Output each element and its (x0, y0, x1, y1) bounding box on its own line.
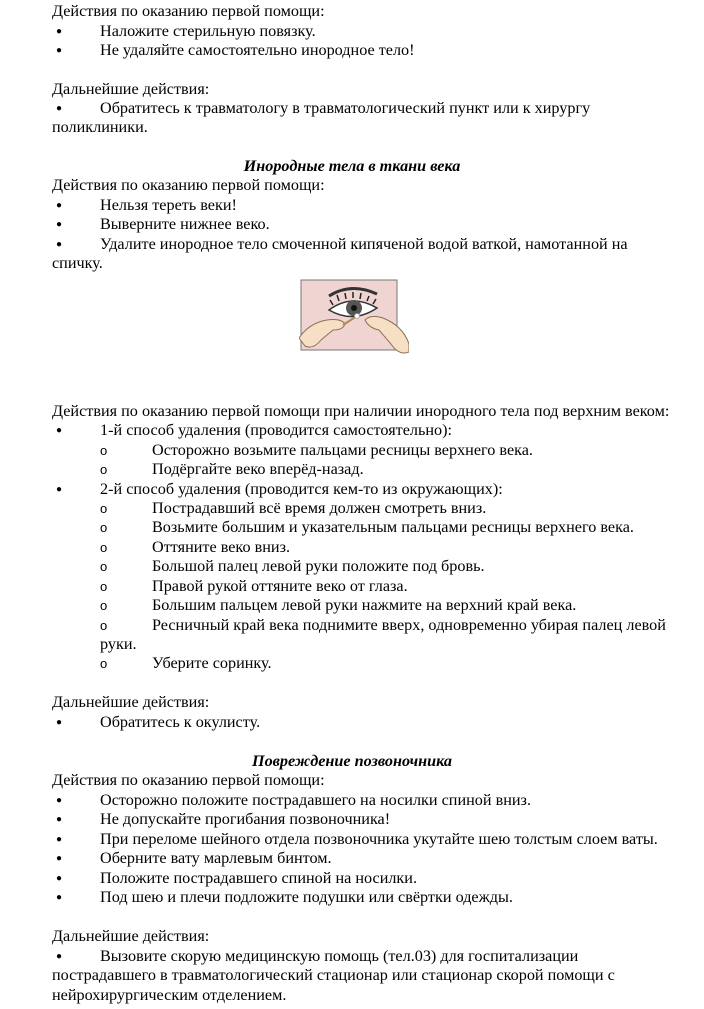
list-item: Обратитесь к травматологу в травматологический пункт или к хирургу (100, 99, 591, 117)
sub-bullet-icon: o (100, 520, 108, 535)
list-item: 1-й способ удаления (проводится самостоятельно): (100, 421, 453, 439)
sub-list-item: Уберите соринку. (152, 654, 272, 672)
sub-bullet-icon: o (100, 462, 108, 477)
list-item: 2-й способ удаления (проводится кем-то из окружающих): (100, 480, 503, 498)
sub-bullet-icon: o (100, 540, 108, 555)
list-item: Вызовите скорую медицинскую помощь (тел.03) для госпитализации (100, 947, 579, 965)
sub-list-item: Большим пальцем левой руки нажмите на верхний край века. (152, 596, 577, 614)
sub-bullet-icon: o (100, 559, 108, 574)
sub-list-item: Ресничный край века поднимите вверх, одновременно убирая палец левой (152, 616, 666, 634)
sub-bullet-icon: o (100, 443, 108, 458)
sec4-next-title: Дальнейшие действия: (52, 927, 210, 945)
list-item: Обратитесь к окулисту. (100, 713, 261, 731)
bullet-icon: ● (56, 239, 63, 250)
list-item: Наложите стерильную повязку. (100, 22, 316, 40)
bullet-icon: ● (56, 853, 63, 864)
bullet-icon: ● (56, 200, 63, 211)
list-item: Выверните нижнее веко. (100, 215, 270, 233)
bullet-icon: ● (56, 814, 63, 825)
eye-eyelid-removal-illustration (299, 278, 409, 376)
list-item-continuation: поликлиники. (52, 118, 148, 136)
sec3-intro: Действия по оказанию первой помощи при наличии инородного тела под верхним веком: (52, 402, 670, 420)
list-item-continuation: нейрохирургическим отделением. (52, 986, 287, 1004)
sec1-next-title: Дальнейшие действия: (52, 80, 210, 98)
sec1-intro: Действия по оказанию первой помощи: (52, 2, 325, 20)
list-item: Осторожно положите пострадавшего на носилки спиной вниз. (100, 791, 531, 809)
bullet-icon: ● (56, 45, 63, 56)
list-item: Не удаляйте самостоятельно инородное тело! (100, 41, 415, 59)
sub-list-item: Подёргайте веко вперёд-назад. (152, 460, 364, 478)
bullet-icon: ● (56, 26, 63, 37)
bullet-icon: ● (56, 795, 63, 806)
sub-list-item: Осторожно возьмите пальцами ресницы верхнего века. (152, 441, 533, 459)
sec3-next-title: Дальнейшие действия: (52, 693, 210, 711)
bullet-icon: ● (56, 951, 63, 962)
bullet-icon: ● (56, 219, 63, 230)
cotton-tip-icon (355, 314, 360, 319)
bullet-icon: ● (56, 873, 63, 884)
sub-bullet-icon: o (100, 656, 108, 671)
list-item: Под шею и плечи подложите подушки или свёртки одежды. (100, 888, 513, 906)
sub-bullet-icon: o (100, 598, 108, 613)
pupil-icon (351, 305, 357, 311)
sub-bullet-icon: o (100, 579, 108, 594)
sec2-intro: Действия по оказанию первой помощи: (52, 176, 325, 194)
sub-bullet-icon: o (100, 618, 108, 633)
list-item: Положите пострадавшего спиной на носилки. (100, 869, 418, 887)
sub-bullet-icon: o (100, 501, 108, 516)
section-heading: Инородные тела в ткани века (243, 157, 461, 175)
sub-list-item: Возьмите большим и указательным пальцами ресницы верхнего века. (152, 518, 634, 536)
list-item: Оберните вату марлевым бинтом. (100, 849, 332, 867)
bullet-icon: ● (56, 484, 63, 495)
section-heading: Повреждение позвоночника (252, 752, 452, 770)
sec4-intro: Действия по оказанию первой помощи: (52, 771, 325, 789)
sub-list-item-continuation: руки. (100, 635, 137, 653)
bullet-icon: ● (56, 103, 63, 114)
list-item: При переломе шейного отдела позвоночника укутайте шею толстым слоем ваты. (100, 830, 658, 848)
list-item: Удалите инородное тело смоченной кипяченой водой ваткой, намотанной на (100, 235, 628, 253)
list-item-continuation: пострадавшего в травматологический стационар или стационар скорой помощи с (52, 966, 615, 984)
bullet-icon: ● (56, 892, 63, 903)
list-item: Нельзя тереть веки! (100, 196, 237, 214)
list-item: Не допускайте прогибания позвоночника! (100, 810, 391, 828)
sub-list-item: Большой палец левой руки положите под бровь. (152, 557, 485, 575)
sub-list-item: Правой рукой оттяните веко от глаза. (152, 577, 408, 595)
bullet-icon: ● (56, 717, 63, 728)
bullet-icon: ● (56, 834, 63, 845)
sub-list-item: Пострадавший всё время должен смотреть вниз. (152, 499, 487, 517)
list-item-continuation: спичку. (52, 254, 103, 272)
bullet-icon: ● (56, 425, 63, 436)
sub-list-item: Оттяните веко вниз. (152, 538, 291, 556)
